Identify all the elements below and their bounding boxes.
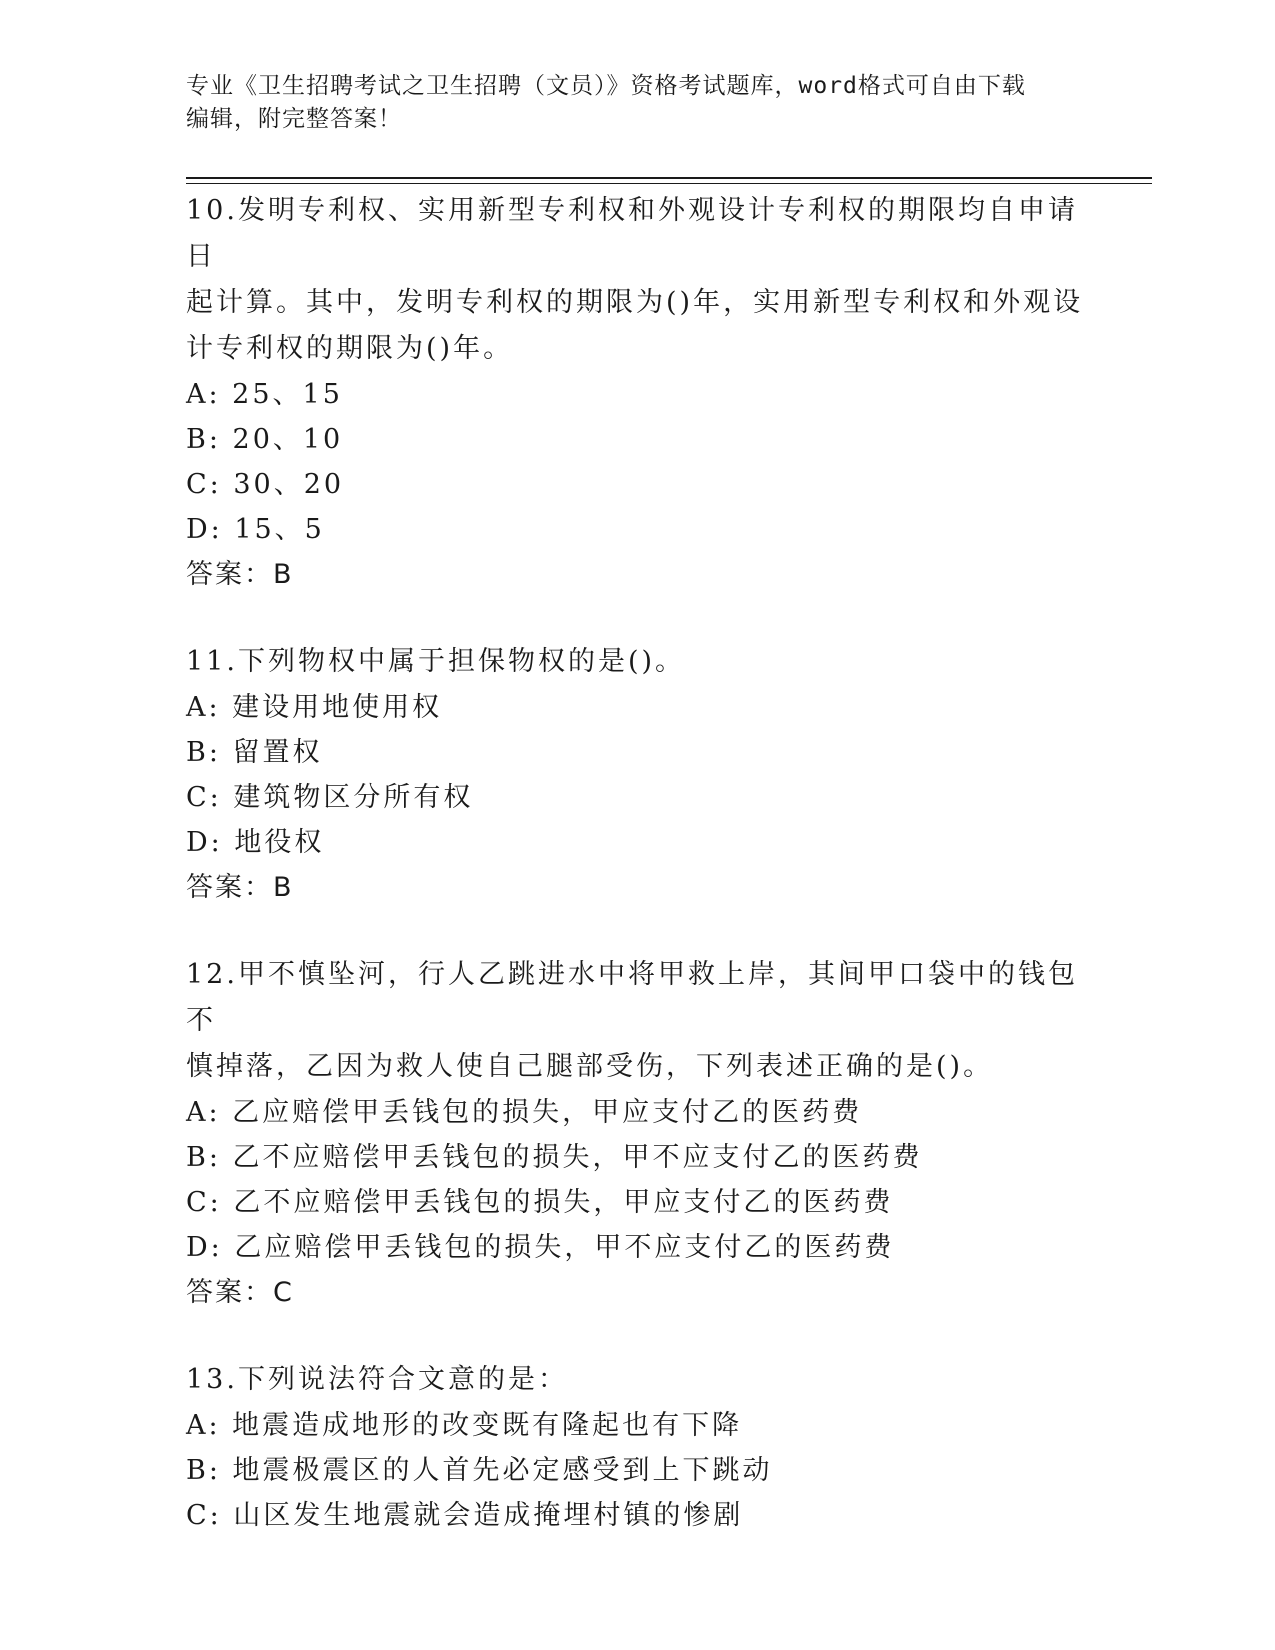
answer-option: D: 15、5 [186,514,325,545]
answer-option: C: 乙不应赔偿甲丢钱包的损失，甲应支付乙的医药费 [186,1187,894,1218]
document-header [186,70,1086,136]
answer-option: B: 20、10 [186,424,344,455]
answer-option: A: 地震造成地形的改变既有隆起也有下降 [186,1410,743,1441]
answer-option: D: 乙应赔偿甲丢钱包的损失，甲不应支付乙的医药费 [186,1232,895,1263]
answer-option: A: 建设用地使用权 [186,692,443,723]
question-stem-line: 13.下列说法符合文意的是： [186,1364,568,1395]
answer-option: B: 地震极震区的人首先必定感受到上下跳动 [186,1455,773,1486]
header-divider-thin [186,183,1152,184]
answer-key: 答案：C [186,1277,294,1308]
question-block [186,188,1086,598]
question-stem-line: 10.发明专利权、实用新型专利权和外观设计专利权的期限均自申请日 [186,195,1078,272]
question-stem-line: 慎掉落，乙因为救人使自己腿部受伤，下列表述正确的是()。 [186,1051,994,1082]
question-block [186,1357,1086,1538]
answer-option: B: 乙不应赔偿甲丢钱包的损失，甲不应支付乙的医药费 [186,1142,923,1173]
answer-key: 答案：B [186,559,294,590]
header-line-1: 专业《卫生招聘考试之卫生招聘（文员）》资格考试题库，word格式可自由下载 [186,73,1026,99]
question-list [186,188,1086,1579]
question-block [186,952,1086,1316]
header-line-2: 编辑，附完整答案！ [186,106,402,132]
question-block [186,639,1086,911]
answer-option: A: 25、15 [186,379,343,410]
answer-option: C: 山区发生地震就会造成掩埋村镇的惨剧 [186,1500,744,1531]
answer-key: 答案：B [186,872,294,903]
question-stem-line: 起计算。其中，发明专利权的期限为()年，实用新型专利权和外观设 [186,287,1084,318]
header-divider-thick [186,177,1152,179]
answer-option: D: 地役权 [186,827,325,858]
answer-option: A: 乙应赔偿甲丢钱包的损失，甲应支付乙的医药费 [186,1097,863,1128]
question-stem-line: 计专利权的期限为()年。 [186,333,514,364]
answer-option: C: 30、20 [186,469,345,500]
question-stem-line: 12.甲不慎坠河，行人乙跳进水中将甲救上岸，其间甲口袋中的钱包不 [186,959,1078,1036]
answer-option: B: 留置权 [186,737,323,768]
answer-option: C: 建筑物区分所有权 [186,782,474,813]
question-stem-line: 11.下列物权中属于担保物权的是()。 [186,646,686,677]
